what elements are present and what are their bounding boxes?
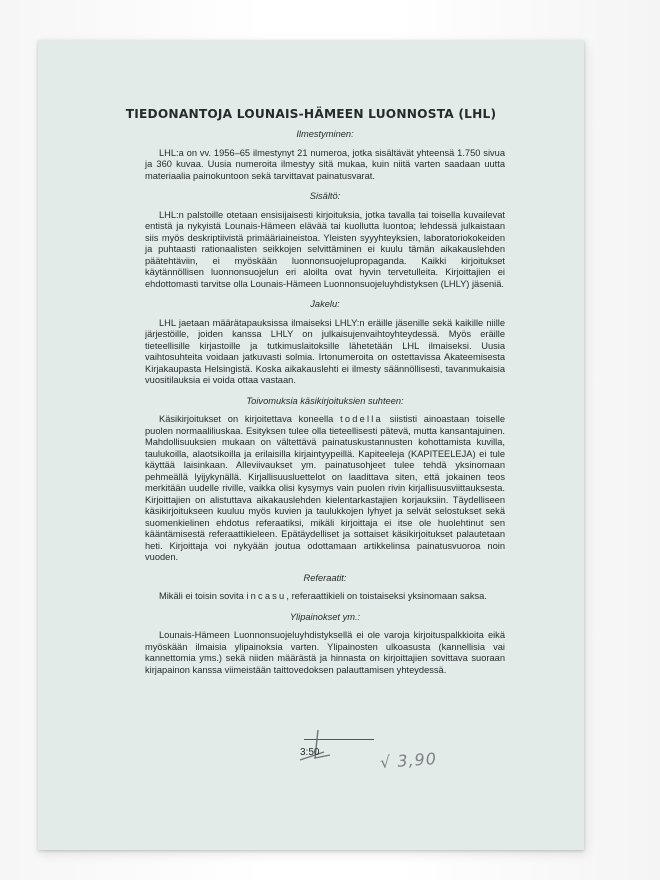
emphasis-text: todella (340, 414, 383, 424)
section-kasikirjoitukset (145, 396, 505, 564)
section-text: LHL:n palstoille otetaan ensisijaisesti kirjoituksia, jotka tavalla tai toisella kuvailevat entistä ja nykyistä Lounais-Hämeen elävää tai kuollutta luontoa; lehdessä julkaistaan siis myös deskriptiivistä primääriaineistoa. Yleisten syyyhteyksien, laboratoriokokeiden ja puhtaasti rationaalisten seikkojen selvittäminen ei kuulu tämän aikakauslehden päätehtäviin, ei myöskään luonnonsuojelupropaganda. Kaikki kirjoitukset käytännöllisen luonnonsuojelun eri aloilta ovat hyvin tervetulleita. Kirjoittajien ei ehdottomasti tarvitse olla Lounais-Hämeen Luonnonsuojeluyhdistyksen (LHLY) jäseniä. (145, 209, 505, 289)
section-referaatit (145, 573, 505, 603)
section-text: Lounais-Hämeen Luonnonsuojeluyhdistyksellä ei ole varoja kirjoituspalkkioita eikä myöskään ilmaisia ylipainoksia varten. Ylipainosten ulkoasusta (kannellisia vai kannettomia yms.) sekä niiden määrästä ja hinnasta on kirjoittajien sovittava suoraan kirjapainon kanssa viimeistään taittovedoksen palauttamisen yhteydessä. (145, 630, 505, 675)
handwritten-price: √ 3,90 (379, 749, 438, 772)
section-text (145, 414, 505, 564)
section-text (145, 591, 505, 603)
document-page (38, 40, 584, 850)
text-part: Mikäli ei toisin sovita (159, 591, 247, 601)
text-part: siististi ainoastaan toiselle puolen normaaliliuskaa. Esityksen tulee olla tieteellisesti pätevä, mutta kansantajuinen. Mahdollisuuksien mukaan on vältettävä painatuskustannusten kohottamista kuvilla, taulukoilla, alaotsikoilla ja erilaisilla kirjaintyypeillä. Kapiteeleja (KAPITEELEJA) ei tule käyttää laisinkaan. Alleviivaukset ym. painatusohjeet tulee tehdä yksinomaan pehmeällä lyijykynällä. Kirjallisuusluettelot on laadittava siten, että jokainen teos merkitään uudelle riville, vaikka olisi kysymys vain puolen rivin kirjallisuusviittauksesta. Kirjoittajien on alistuttava aikakauslehden kielentarkastajien korjauksiin. Täydelliseen käsikirjoitukseen kuuluu myös kuvien ja taulukkojen lyhyet ja selvät selostukset sekä suomenkielinen ehdotus referaatiksi, mikäli kirjoittaja ei itse ole huolehtinut sen kääntämisestä referaattikieleen. Epätäydelliset ja sottaiset käsikirjoitukset palautetaan heti. Kirjoittaja voi nykyään joutua odottamaan artikkelinsa painatusvuoroa noin vuoden. (145, 414, 505, 562)
section-jakelu (145, 299, 505, 387)
section-ilmestyminen (145, 129, 505, 182)
pencil-mark-icon (294, 728, 334, 764)
text-part: , referaattikieli on toistaiseksi yksinomaan saksa. (286, 591, 487, 601)
section-heading: Toivomuksia käsikirjoituksien suhteen: (246, 395, 404, 406)
document-body (145, 129, 505, 685)
section-text: LHL jaetaan määrätapauksissa ilmaiseksi LHLY:n eräille jäsenille sekä kaikille niille järjestöille, joiden kanssa LHLY on julkaisujenvaihtoyhteydessä. Myös eräille tieteellisille kirjastoille ja tutkimuslaitoksille lähetetään LHL ilmaiseksi. Uusia vaihtosuhteita voidaan jatkuvasti solmia. Irtonumeroita on ostettavissa Akateemisesta Kirjakaupasta Helsingistä. Koska aikakauslehti ei ilmesty säännöllisesti, tavanmukaisia vuositilauksia ei voida ottaa vastaan. (145, 317, 505, 385)
printed-price: 3:50 (300, 747, 320, 758)
section-heading: Ilmestyminen: (296, 129, 354, 139)
section-sisalto (145, 191, 505, 290)
section-text: LHL:a on vv. 1956–65 ilmestynyt 21 numeroa, jotka sisältävät yhteensä 1.750 sivua ja 360 kuvaa. Uusia numeroita ilmestyy sitä mukaa, kuin niitä varten saadaan uutta materiaalia painokuntoon sekä tarvittavat painatusvarat. (145, 147, 505, 181)
section-heading: Sisältö: (309, 191, 341, 201)
section-heading: Referaatit: (303, 572, 347, 583)
section-heading: Jakelu: (310, 299, 340, 309)
section-heading: Ylipainokset ym.: (289, 611, 361, 622)
page-title: TIEDONANTOJA LOUNAIS-HÄMEEN LUONNOSTA (LHL) (125, 107, 497, 121)
section-ylipainokset (145, 612, 505, 677)
emphasis-text: incasu (246, 591, 287, 601)
text-part: Käsikirjoitukset on kirjoitettava koneella (159, 414, 341, 424)
